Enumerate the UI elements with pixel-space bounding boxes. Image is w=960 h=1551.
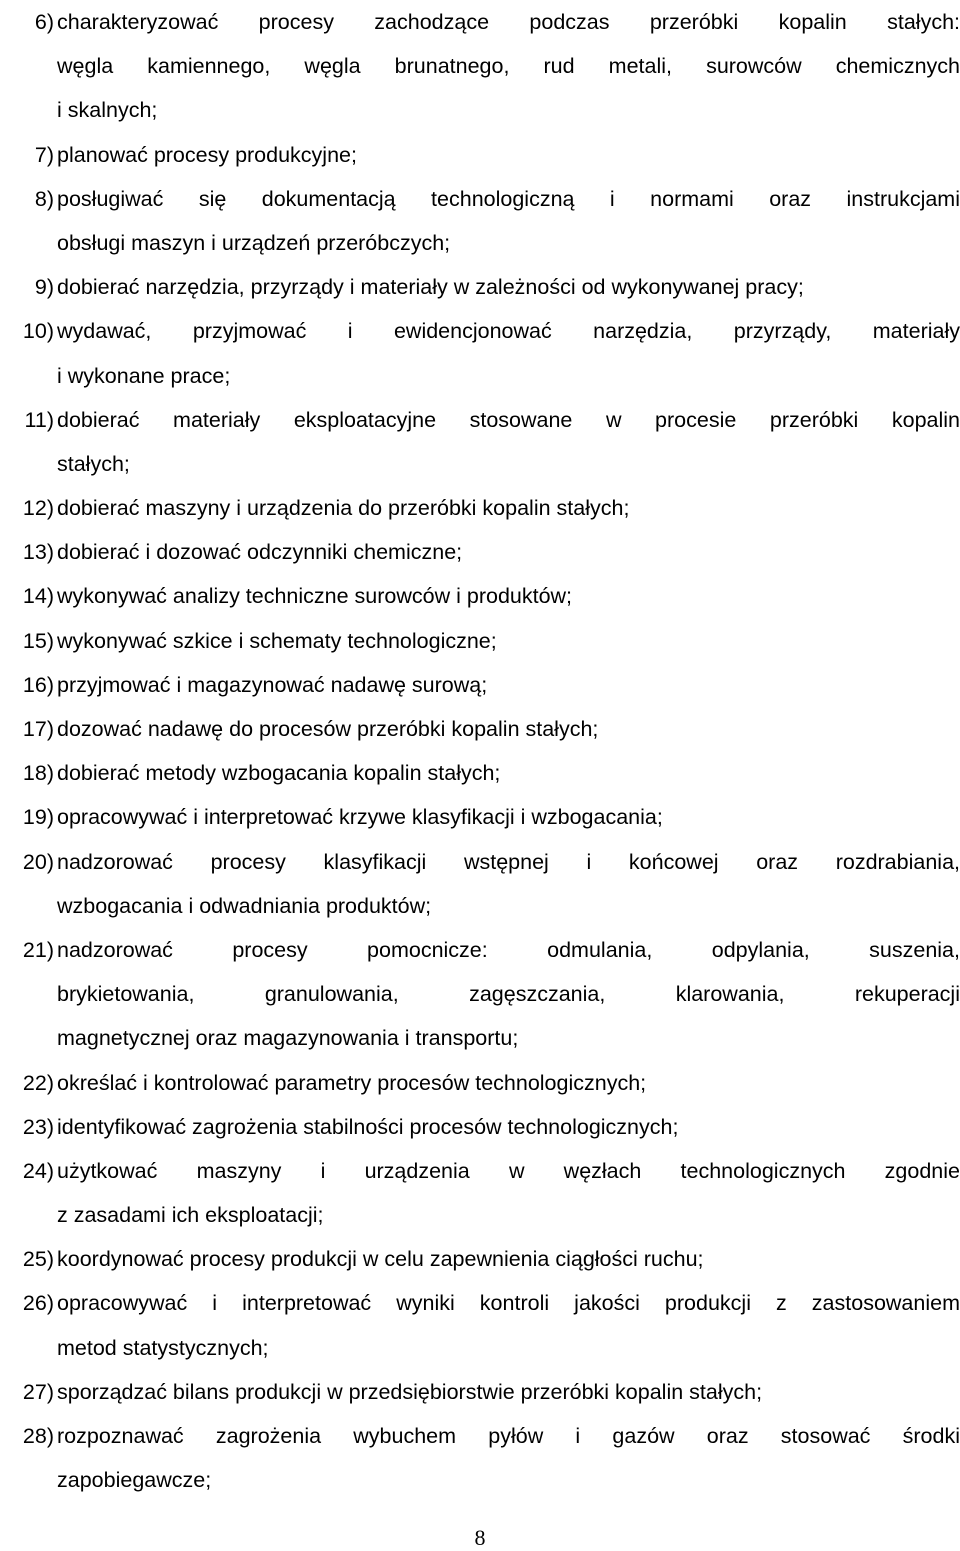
text-line: nadzorować procesy klasyfikacji wstępnej i końcowej oraz rozdrabiania, xyxy=(57,849,960,874)
list-item-text xyxy=(57,530,960,574)
list-item-number: 12) xyxy=(22,496,54,521)
text-line: opracowywać i interpretować wyniki kontroli jakości produkcji z zastosowaniem xyxy=(57,1291,960,1316)
list-item-text xyxy=(57,795,960,839)
list-item-number: 25) xyxy=(22,1247,54,1272)
text-line: dobierać i dozować odczynniki chemiczne; xyxy=(57,540,463,565)
text-line: opracowywać i interpretować krzywe klasyfikacji i wzbogacania; xyxy=(57,805,663,830)
list-item-number: 26) xyxy=(22,1291,54,1316)
list-item-number: 16) xyxy=(22,672,54,697)
list-item-text xyxy=(57,1105,960,1149)
list-item-number: 7) xyxy=(34,142,54,167)
list-item-number: 23) xyxy=(22,1114,54,1139)
text-line: rozpoznawać zagrożenia wybuchem pyłów i gazów oraz stosować środki xyxy=(57,1424,960,1448)
text-line: dobierać maszyny i urządzenia do przeróbki kopalin stałych; xyxy=(57,496,630,521)
list-item-number: 27) xyxy=(22,1379,54,1404)
text-line: węgla kamiennego, węgla brunatnego, rud metali, surowców chemicznych xyxy=(57,54,960,79)
list-item xyxy=(0,840,960,928)
list-item-text xyxy=(57,133,960,177)
list-item-number: 13) xyxy=(22,540,54,565)
list-item xyxy=(0,663,960,707)
list-item-number: 17) xyxy=(22,717,54,741)
text-line: wydawać, przyjmować i ewidencjonować narzędzia, przyrządy, materiały xyxy=(57,319,960,344)
list-item-text xyxy=(57,751,960,795)
list-item-number: 11) xyxy=(24,407,54,432)
text-line: identyfikować zagrożenia stabilności procesów technologicznych; xyxy=(57,1114,679,1139)
list-item-text xyxy=(57,1414,960,1502)
list-item-text xyxy=(57,309,960,397)
list-item xyxy=(0,574,960,618)
list-item-text xyxy=(57,928,960,1061)
text-line: zapobiegawcze; xyxy=(57,1468,212,1493)
list-item-number: 19) xyxy=(22,805,54,830)
list-item xyxy=(0,1105,960,1149)
text-line: dobierać narzędzia, przyrządy i materiały w zależności od wykonywanej pracy; xyxy=(57,275,804,300)
list-item-text xyxy=(57,574,960,618)
list-item xyxy=(0,309,960,397)
text-line: sporządzać bilans produkcji w przedsiębiorstwie przeróbki kopalin stałych; xyxy=(57,1379,763,1404)
list-item-text xyxy=(57,398,960,486)
list-item-text xyxy=(57,1237,960,1281)
list-item-number: 8) xyxy=(34,186,54,211)
list-item xyxy=(0,1370,960,1414)
text-line: nadzorować procesy pomocnicze: odmulania, odpylania, suszenia, xyxy=(57,937,960,962)
list-item-number: 21) xyxy=(22,937,54,962)
list-item xyxy=(0,1149,960,1237)
list-item xyxy=(0,928,960,1061)
text-line: stałych; xyxy=(57,451,130,476)
page-number: 8 xyxy=(474,1525,486,1550)
text-line: przyjmować i magazynować nadawę surową; xyxy=(57,672,488,697)
list-item-text xyxy=(57,663,960,707)
list-item xyxy=(0,486,960,530)
list-item-text xyxy=(57,840,960,928)
list-item-text xyxy=(57,707,960,751)
list-item-text xyxy=(57,177,960,265)
list-item xyxy=(0,398,960,486)
list-item xyxy=(0,1061,960,1105)
text-line: brykietowania, granulowania, zagęszczania, klarowania, rekuperacji xyxy=(57,982,960,1007)
list-item-number: 6) xyxy=(34,10,54,34)
text-line: użytkować maszyny i urządzenia w węzłach technologicznych zgodnie xyxy=(57,1158,960,1183)
list-item-text xyxy=(57,1061,960,1105)
text-line: wzbogacania i odwadniania produktów; xyxy=(57,893,432,918)
list-item xyxy=(0,619,960,663)
text-line: posługiwać się dokumentacją technologiczną i normami oraz instrukcjami xyxy=(57,186,960,211)
list-item-text xyxy=(57,1281,960,1369)
text-line: planować procesy produkcyjne; xyxy=(57,142,357,167)
text-line: koordynować procesy produkcji w celu zapewnienia ciągłości ruchu; xyxy=(57,1247,704,1272)
text-line: metod statystycznych; xyxy=(57,1335,269,1360)
text-line: wykonywać analizy techniczne surowców i produktów; xyxy=(57,584,573,609)
list-item xyxy=(0,133,960,177)
list-item xyxy=(0,0,960,133)
list-item xyxy=(0,1281,960,1369)
text-line: dobierać materiały eksploatacyjne stosowane w procesie przeróbki kopalin xyxy=(57,407,960,432)
list-item xyxy=(0,177,960,265)
list-item-number: 18) xyxy=(22,761,54,786)
list-item-text xyxy=(57,0,960,133)
list-item-number: 10) xyxy=(22,319,54,344)
text-line: z zasadami ich eksploatacji; xyxy=(57,1203,324,1228)
list-item-number: 22) xyxy=(22,1070,54,1095)
list-item-text xyxy=(57,1149,960,1237)
list-item xyxy=(0,795,960,839)
list-item-number: 28) xyxy=(22,1424,54,1448)
list-item-number: 15) xyxy=(22,628,54,653)
list-item-number: 24) xyxy=(22,1158,54,1183)
list-item xyxy=(0,751,960,795)
text-line: charakteryzować procesy zachodzące podczas przeróbki kopalin stałych: xyxy=(57,10,960,34)
list-item xyxy=(0,707,960,751)
list-item-text xyxy=(57,1370,960,1414)
text-line: obsługi maszyn i urządzeń przeróbczych; xyxy=(57,230,451,255)
text-line: dozować nadawę do procesów przeróbki kopalin stałych; xyxy=(57,717,599,741)
list-item-number: 20) xyxy=(22,849,54,874)
text-line: i skalnych; xyxy=(57,98,158,123)
list-item-number: 14) xyxy=(22,584,54,609)
list-item-text xyxy=(57,486,960,530)
text-line: magnetycznej oraz magazynowania i transportu; xyxy=(57,1026,519,1051)
list-item xyxy=(0,1414,960,1502)
list-item xyxy=(0,265,960,309)
text-line: wykonywać szkice i schematy technologiczne; xyxy=(57,628,497,653)
text-line: określać i kontrolować parametry procesów technologicznych; xyxy=(57,1070,647,1095)
text-line: i wykonane prace; xyxy=(57,363,231,388)
list-item xyxy=(0,1237,960,1281)
text-line: dobierać metody wzbogacania kopalin stałych; xyxy=(57,761,501,786)
list-item-text xyxy=(57,619,960,663)
list-item xyxy=(0,530,960,574)
list-item-number: 9) xyxy=(34,275,54,300)
list-item-text xyxy=(57,265,960,309)
